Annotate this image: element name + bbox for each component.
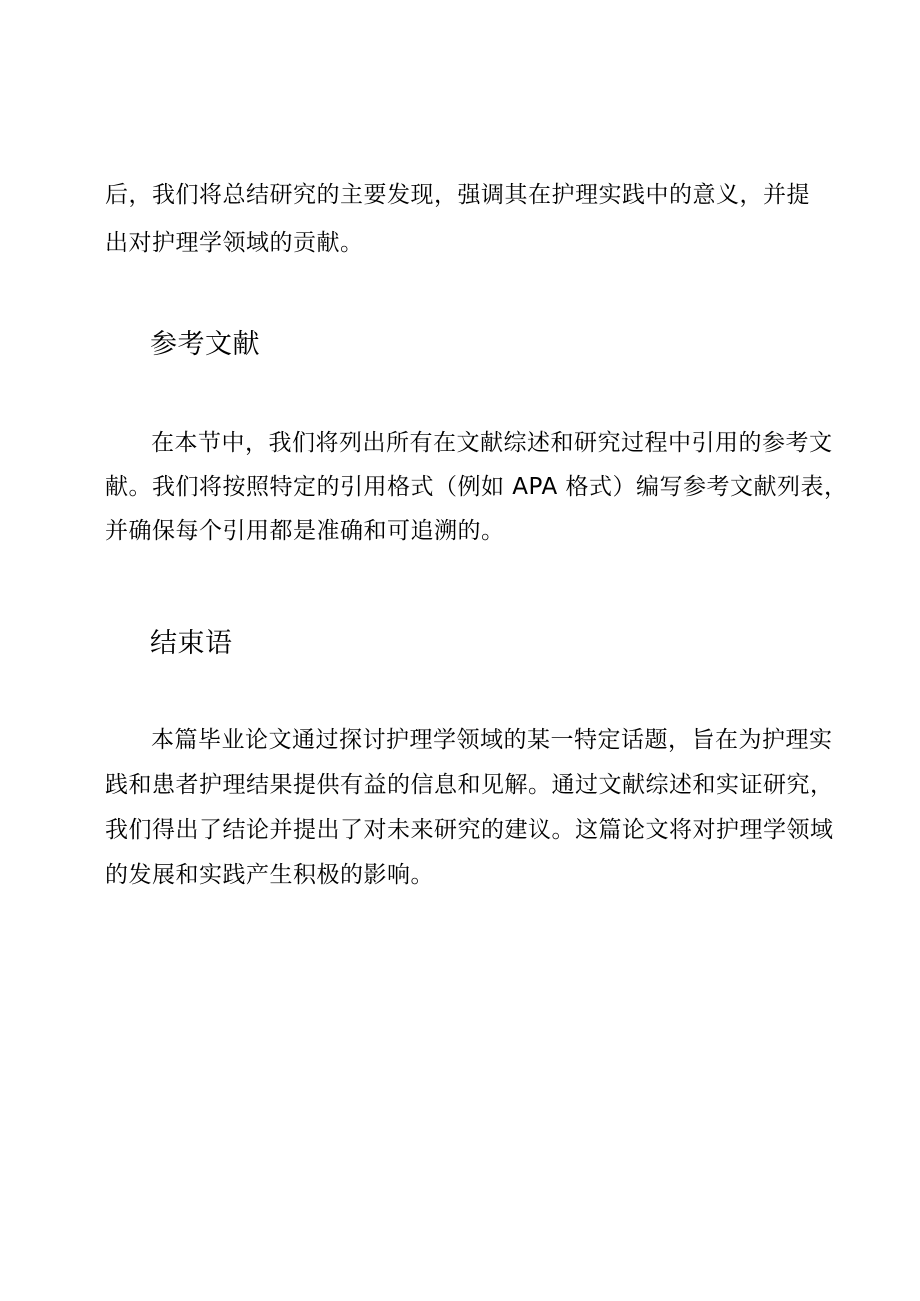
paragraph-line: 践和患者护理结果提供有益的信息和见解。通过文献综述和实证研究， <box>105 772 834 798</box>
paragraph-intro-tail <box>105 171 835 267</box>
paragraph-line: 出对护理学领域的贡献。 <box>105 230 364 256</box>
paragraph-line: 后，我们将总结研究的主要发现，强调其在护理实践中的意义，并提 <box>105 182 810 208</box>
paragraph-line: 献。我们将按照特定的引用格式（例如 APA 格式）编写参考文献列表， <box>105 474 848 500</box>
paragraph-line: 本篇毕业论文通过探讨护理学领域的某一特定话题，旨在为护理实 <box>151 727 833 753</box>
references-heading: 参考文献 <box>150 329 260 360</box>
paragraph-line: 在本节中，我们将列出所有在文献综述和研究过程中引用的参考文 <box>151 430 833 456</box>
paragraph-line: 我们得出了结论并提出了对未来研究的建议。这篇论文将对护理学领域 <box>105 817 834 843</box>
conclusion-paragraph <box>105 718 835 898</box>
conclusion-heading: 结束语 <box>150 628 233 659</box>
paragraph-line: 并确保每个引用都是准确和可追溯的。 <box>105 518 505 544</box>
references-paragraph <box>105 421 848 553</box>
paragraph-line: 的发展和实践产生积极的影响。 <box>105 862 434 888</box>
